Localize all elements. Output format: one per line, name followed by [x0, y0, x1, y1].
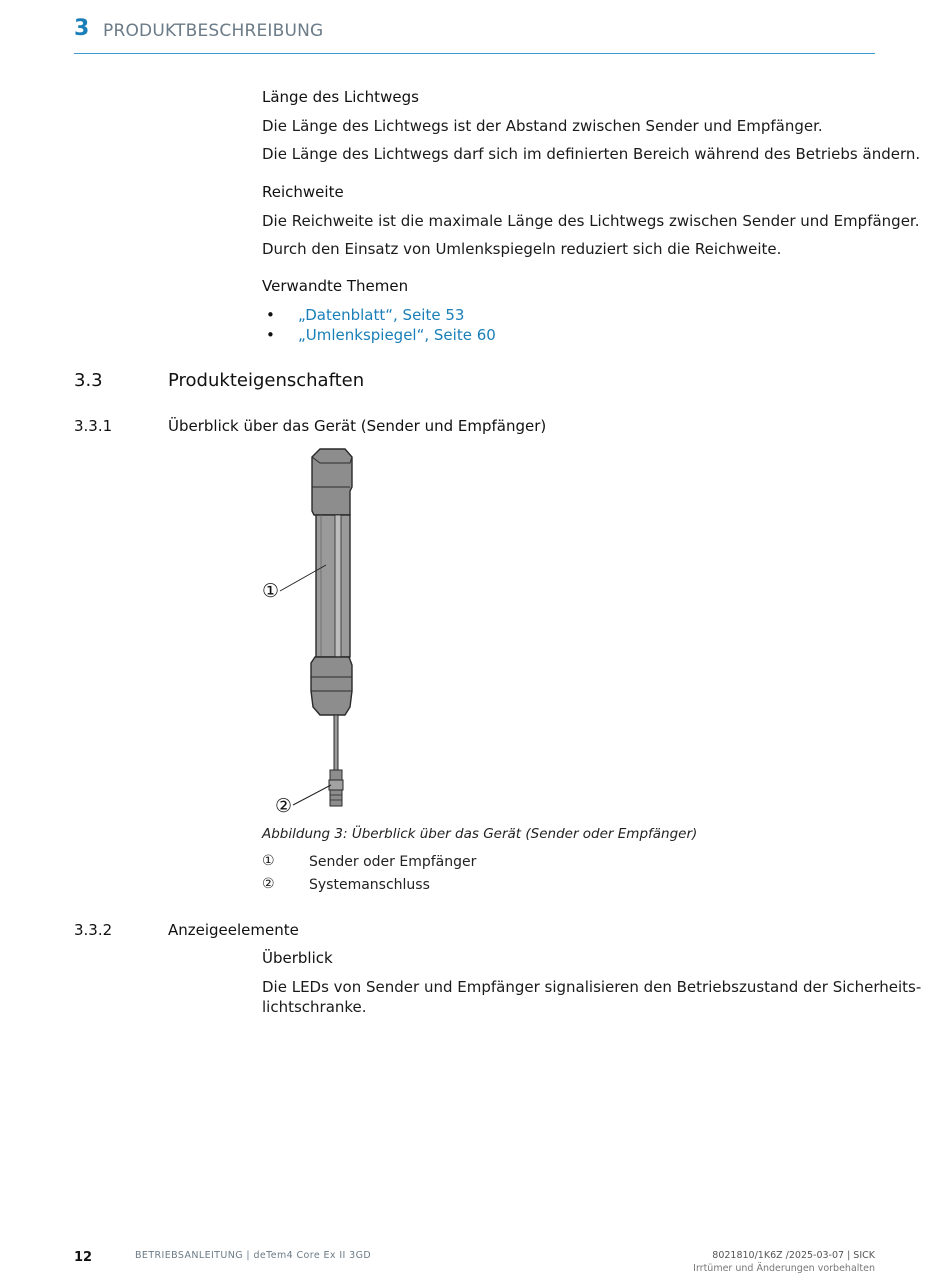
footer-document-title: BETRIEBSANLEITUNG | deTem4 Core Ex II 3GD [135, 1250, 372, 1261]
figure-caption: Abbildung 3: Überblick über das Gerät (Sender oder Empfänger) [262, 826, 698, 842]
header-rule [74, 53, 875, 54]
section-3-3-number: 3.3 [74, 370, 103, 391]
link-datenblatt[interactable]: „Datenblatt“, Seite 53 [298, 306, 465, 324]
chapter-number: 3 [74, 16, 90, 41]
link-umlenkspiegel[interactable]: „Umlenkspiegel“, Seite 60 [298, 326, 496, 344]
device-illustration [255, 445, 385, 820]
page-number: 12 [74, 1250, 93, 1265]
footer-document-id: 8021810/1K6Z /2025-03-07 | SICK [712, 1250, 875, 1261]
legend-marker-1: ① [262, 853, 275, 869]
range-heading: Reichweite [262, 183, 344, 201]
bullet-2: • [266, 326, 275, 344]
section-3-3-2-number: 3.3.2 [74, 921, 113, 939]
legend-text-1: Sender oder Empfänger [309, 854, 477, 870]
leds-paragraph-line-2: lichtschranke. [262, 998, 367, 1016]
related-topics-heading: Verwandte Themen [262, 277, 409, 295]
section-3-3-2-title: Anzeigeelemente [168, 921, 299, 939]
legend-marker-2: ② [262, 876, 275, 892]
section-3-3-title: Produkteigenschaften [168, 370, 365, 391]
chapter-title: PRODUKTBESCHREIBUNG [103, 21, 324, 41]
section-3-3-1-title: Überblick über das Gerät (Sender und Empfänger) [168, 417, 547, 435]
overview-heading: Überblick [262, 949, 333, 967]
lightpath-paragraph-1: Die Länge des Lichtwegs ist der Abstand zwischen Sender und Empfänger. [262, 117, 823, 135]
bullet-1: • [266, 306, 275, 324]
range-paragraph-2: Durch den Einsatz von Umlenkspiegeln reduziert sich die Reichweite. [262, 240, 782, 258]
callout-2-icon: ② [275, 795, 293, 817]
lightpath-paragraph-2: Die Länge des Lichtwegs darf sich im definierten Bereich während des Betriebs ändern. [262, 145, 921, 163]
section-3-3-1-number: 3.3.1 [74, 417, 113, 435]
footer-note: Irrtümer und Änderungen vorbehalten [693, 1263, 875, 1274]
callout-1-icon: ① [262, 580, 280, 602]
lightpath-heading: Länge des Lichtwegs [262, 88, 419, 106]
legend-text-2: Systemanschluss [309, 877, 430, 893]
range-paragraph-1: Die Reichweite ist die maximale Länge des Lichtwegs zwischen Sender und Empfänger. [262, 212, 920, 230]
leds-paragraph-line-1: Die LEDs von Sender und Empfänger signalisieren den Betriebszustand der Sicherheits- [262, 978, 922, 996]
